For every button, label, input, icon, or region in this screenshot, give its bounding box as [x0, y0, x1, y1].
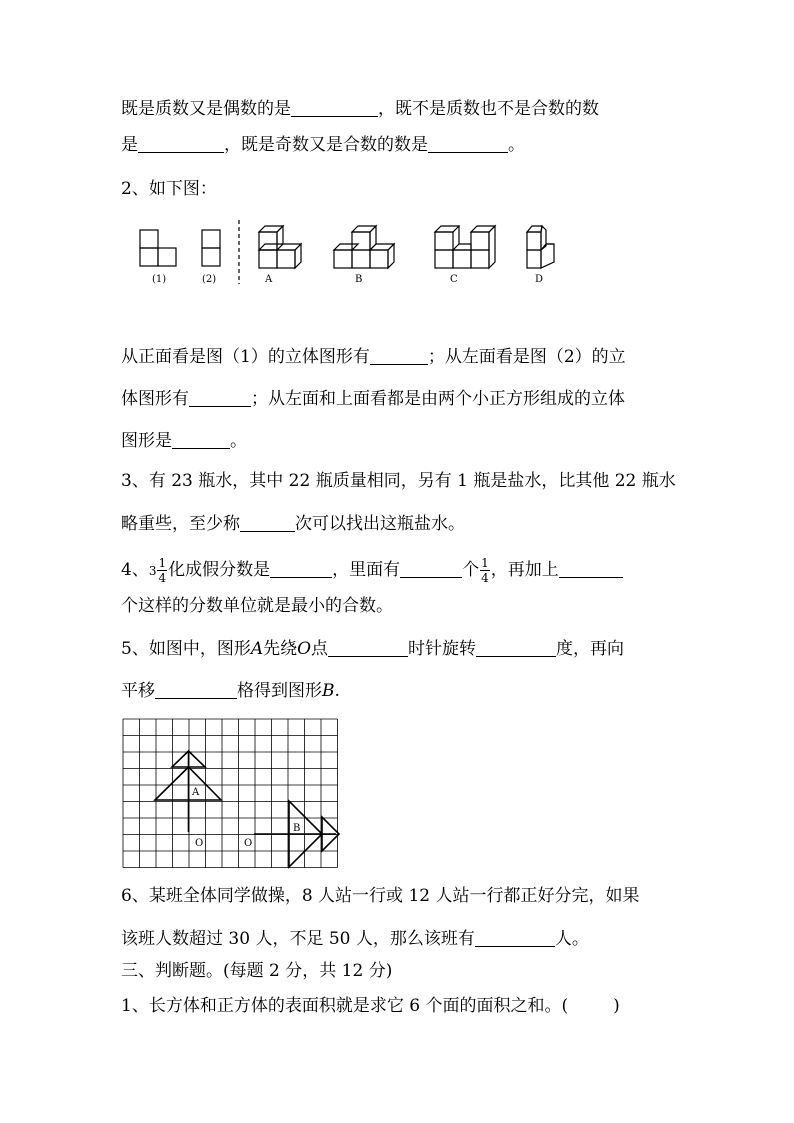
grid-lines — [123, 719, 338, 868]
q4-text-c: 个 — [462, 560, 480, 580]
grid-label-o1: O — [195, 838, 204, 849]
q5-text-1d: 时针旋转 — [408, 639, 477, 659]
q5-var-b: B — [322, 681, 335, 701]
q1-line2 — [121, 136, 525, 154]
q6-text-2a: 该班人数超过 30 人，不足 50 人，那么该班有 — [121, 929, 475, 949]
q4-blank-3[interactable] — [559, 561, 623, 578]
q4-line1 — [121, 557, 623, 584]
label-b: B — [355, 274, 363, 285]
grid-label-b: B — [293, 823, 301, 834]
q5-grid-figure — [122, 718, 342, 870]
q2-blank-3[interactable] — [172, 432, 230, 449]
q4-fraction-2 — [480, 557, 490, 584]
q3-line2 — [121, 515, 465, 533]
q4-num-1: 1 — [158, 556, 167, 570]
q5-line1 — [121, 640, 624, 658]
section3-item1-close: ) — [613, 996, 620, 1016]
solid-a — [259, 226, 301, 268]
q3-blank-1[interactable] — [240, 515, 295, 532]
section3-title: 三、判断题。(每题 2 分，共 12 分) — [121, 961, 393, 981]
grid-label-o2: O — [244, 838, 253, 849]
label-d: D — [535, 274, 544, 285]
q4-blank-1[interactable] — [270, 561, 332, 578]
q2-text-3a: 图形是 — [121, 431, 172, 451]
q1-blank-2[interactable] — [138, 136, 224, 153]
q6-blank-1[interactable] — [475, 930, 555, 947]
q4-blank-2[interactable] — [400, 561, 462, 578]
q4-line2: 个这样的分数单位就是最小的合数。 — [121, 596, 393, 616]
q4-text-d: ，再加上 — [490, 560, 559, 580]
q1-text-2b: ，既是奇数又是合数的数是 — [224, 135, 428, 155]
shape-a — [155, 751, 221, 832]
section3-item1-text: 1、长方体和正方体的表面积就是求它 6 个面的面积之和。( — [121, 996, 569, 1016]
q2-blank-1[interactable] — [370, 348, 428, 365]
q6-text-2b: 人。 — [554, 929, 589, 949]
q5-text-1e: 度，再向 — [556, 639, 625, 659]
q5-line2 — [121, 682, 340, 700]
q2-title: 2、如下图： — [121, 179, 217, 199]
q4-den-2: 4 — [481, 571, 489, 585]
q5-blank-2[interactable] — [476, 640, 556, 657]
figure-1-view — [140, 230, 176, 266]
q1-text-1b: ，既不是质数也不是合数的数 — [378, 99, 599, 119]
q1-text-2c: 。 — [508, 135, 525, 155]
q3-text-2b: 次可以找出这瓶盐水。 — [295, 514, 465, 534]
q2-figures — [130, 220, 570, 290]
q2-line3 — [121, 432, 247, 450]
q5-text-2c: . — [334, 681, 340, 701]
q5-text-2b: 格得到图形 — [237, 681, 322, 701]
q1-blank-3[interactable] — [428, 136, 508, 153]
q5-blank-3[interactable] — [155, 682, 237, 699]
label-fig1: (1) — [152, 274, 167, 285]
q5-text-1b: 先绕 — [263, 639, 298, 659]
q2-text-3b: 。 — [230, 431, 247, 451]
q5-var-o: O — [297, 639, 312, 659]
q2-text-2b: ；从左面和上面看都是由两个小正方形组成的立体 — [251, 389, 625, 409]
q5-text-1c: 点 — [311, 639, 329, 659]
grid-label-a: A — [192, 787, 200, 798]
solid-b — [334, 226, 394, 268]
q1-blank-1[interactable] — [291, 100, 378, 117]
q5-var-a: A — [250, 639, 264, 659]
q5-text-2a: 平移 — [121, 681, 155, 701]
q2-text-1a: 从正面看是图（1）的立体图形有 — [121, 347, 370, 367]
q2-text-1b: ；从左面看是图（2）的立 — [427, 347, 626, 367]
label-c: C — [450, 274, 458, 285]
q5-blank-1[interactable] — [328, 640, 408, 657]
q4-prefix: 4、 — [121, 560, 149, 580]
q4-whole: 3 — [148, 564, 157, 578]
q4-text-a: 化成假分数是 — [168, 560, 271, 580]
shape-b — [254, 801, 339, 867]
q1-line1 — [121, 100, 599, 118]
q6-line2 — [121, 930, 589, 948]
q2-line2 — [121, 390, 625, 408]
q1-text-1a: 既是质数又是偶数的是 — [121, 99, 291, 119]
label-a: A — [265, 274, 273, 285]
solid-d — [527, 226, 554, 268]
q2-line1 — [121, 348, 626, 366]
q4-fraction-1 — [157, 557, 167, 584]
q4-num-2: 1 — [481, 556, 489, 570]
q1-text-2a: 是 — [121, 135, 138, 155]
q3-text-2a: 略重些，至少称 — [121, 514, 240, 534]
figure-2-view — [202, 230, 220, 266]
q5-text-1a: 5、如图中，图形 — [121, 639, 251, 659]
q6-line1: 6、某班全体同学做操，8 人站一行或 12 人站一行都正好分完，如果 — [121, 886, 640, 906]
q4-den-1: 4 — [158, 571, 167, 585]
q4-text-b: ，里面有 — [332, 560, 401, 580]
section3-item1 — [121, 998, 620, 1015]
q2-text-2a: 体图形有 — [121, 389, 189, 409]
q2-blank-2[interactable] — [189, 390, 251, 407]
solid-c — [435, 226, 495, 268]
label-fig2: (2) — [202, 274, 217, 285]
q3-line1: 3、有 23 瓶水，其中 22 瓶质量相同，另有 1 瓶是盐水，比其他 22 瓶水 — [121, 471, 676, 491]
